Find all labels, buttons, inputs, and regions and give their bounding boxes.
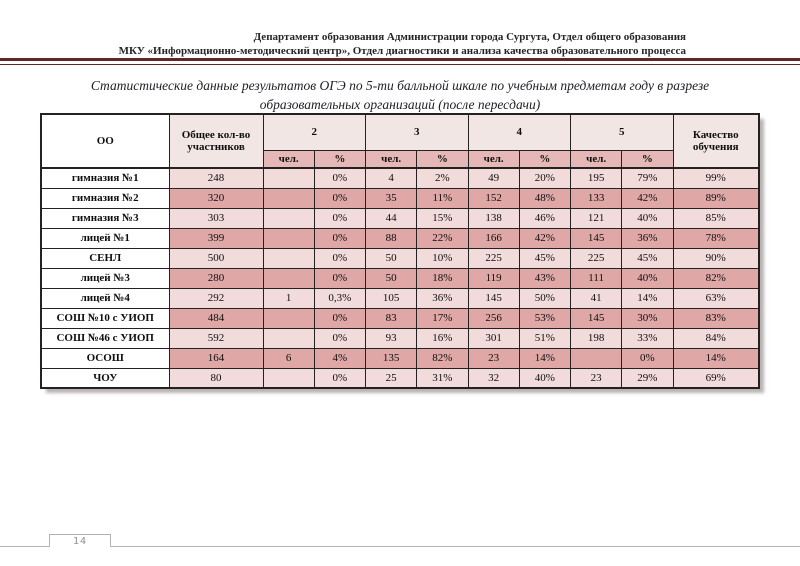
quality-cell: 85% (673, 208, 759, 228)
table-header-row-main (41, 114, 759, 150)
grade5-pct-cell: 29% (622, 368, 673, 388)
slide-title-line2: образовательных организаций (после пересдачи) (259, 96, 541, 112)
grade4-count-cell: 166 (468, 228, 519, 248)
grade5-pct-cell: 42% (622, 188, 673, 208)
grade5-count-cell: 145 (571, 308, 622, 328)
grade5-count-cell (571, 348, 622, 368)
grade3-pct-cell: 15% (417, 208, 468, 228)
grade3-count-cell: 50 (366, 268, 417, 288)
grade2-pct-cell: 0,3% (314, 288, 365, 308)
grade4-pct-cell: 45% (519, 248, 570, 268)
grade4-pct-cell: 48% (519, 188, 570, 208)
grade3-pct-cell: 10% (417, 248, 468, 268)
grade2-pct-cell: 0% (314, 188, 365, 208)
table-body (41, 168, 759, 388)
page-number: 14 (72, 536, 88, 547)
table-row (41, 208, 759, 228)
grade4-pct-cell: 43% (519, 268, 570, 288)
quality-cell: 82% (673, 268, 759, 288)
grade4-pct-cell: 14% (519, 348, 570, 368)
grade3-pct-cell: 36% (417, 288, 468, 308)
total-cell: 320 (169, 188, 263, 208)
grade3-count-cell: 88 (366, 228, 417, 248)
org-header (119, 30, 686, 58)
grade3-count-cell: 93 (366, 328, 417, 348)
grade4-pct-cell: 20% (519, 168, 570, 188)
grade3-count-cell: 50 (366, 248, 417, 268)
grade2-pct-cell: 0% (314, 168, 365, 188)
table-row (41, 348, 759, 368)
grade3-count-cell: 4 (366, 168, 417, 188)
grade3-count-cell: 35 (366, 188, 417, 208)
grade3-pct-cell: 31% (417, 368, 468, 388)
total-cell: 292 (169, 288, 263, 308)
grade5-pct-cell: 36% (622, 228, 673, 248)
grade4-pct-cell: 51% (519, 328, 570, 348)
total-cell: 80 (169, 368, 263, 388)
slide-title-line1: Статистические данные результатов ОГЭ по 5-ти балльной шкале по учебным предметам году в разрезе (90, 78, 710, 93)
total-cell: 280 (169, 268, 263, 288)
quality-cell: 84% (673, 328, 759, 348)
grade3-count-cell: 105 (366, 288, 417, 308)
total-cell: 484 (169, 308, 263, 328)
quality-cell: 69% (673, 368, 759, 388)
quality-cell: 83% (673, 308, 759, 328)
grade2-count-cell (263, 248, 314, 268)
grade5-pct-cell: 79% (622, 168, 673, 188)
grade3-count-cell: 135 (366, 348, 417, 368)
quality-cell: 63% (673, 288, 759, 308)
grade2-count-cell (263, 168, 314, 188)
col-header-grade-3: 3 (366, 114, 469, 150)
grade2-count-cell (263, 368, 314, 388)
grade4-pct-cell: 42% (519, 228, 570, 248)
grade4-pct-cell: 46% (519, 208, 570, 228)
grade3-count-cell: 83 (366, 308, 417, 328)
grade2-count-cell (263, 208, 314, 228)
org-name-cell: СОШ №10 с УИОП (41, 308, 169, 328)
table-row (41, 228, 759, 248)
org-header-line2: МКУ «Информационно-методический центр», Отдел диагностики и анализа качества образовательного процесса (118, 45, 686, 57)
grade2-pct-cell: 0% (314, 248, 365, 268)
grade5-pct-cell: 40% (622, 208, 673, 228)
org-name-cell: гимназия №2 (41, 188, 169, 208)
grade5-pct-cell: 30% (622, 308, 673, 328)
subcol-grade5-count: чел. (571, 150, 622, 168)
table-row (41, 248, 759, 268)
grade3-pct-cell: 11% (417, 188, 468, 208)
grade4-count-cell: 49 (468, 168, 519, 188)
subcol-grade2-count: чел. (263, 150, 314, 168)
org-name-cell: гимназия №3 (41, 208, 169, 228)
grade5-count-cell: 133 (571, 188, 622, 208)
subcol-grade3-percent: % (417, 150, 468, 168)
subcol-grade5-percent: % (622, 150, 673, 168)
grade5-count-cell: 195 (571, 168, 622, 188)
grade5-count-cell: 41 (571, 288, 622, 308)
grade4-pct-cell: 50% (519, 288, 570, 308)
grade2-pct-cell: 0% (314, 308, 365, 328)
col-header-quality: Качество обучения (673, 114, 759, 168)
grade4-count-cell: 23 (468, 348, 519, 368)
col-header-grade-2: 2 (263, 114, 366, 150)
grade2-count-cell (263, 308, 314, 328)
results-table (40, 113, 760, 389)
table-row (41, 308, 759, 328)
grade5-count-cell: 121 (571, 208, 622, 228)
org-name-cell: лицей №1 (41, 228, 169, 248)
grade5-pct-cell: 45% (622, 248, 673, 268)
total-cell: 303 (169, 208, 263, 228)
table-row (41, 368, 759, 388)
grade3-pct-cell: 16% (417, 328, 468, 348)
grade4-count-cell: 225 (468, 248, 519, 268)
grade3-pct-cell: 22% (417, 228, 468, 248)
slide-title (0, 77, 800, 114)
grade4-pct-cell: 53% (519, 308, 570, 328)
grade2-count-cell (263, 228, 314, 248)
total-cell: 500 (169, 248, 263, 268)
quality-cell: 89% (673, 188, 759, 208)
grade4-count-cell: 301 (468, 328, 519, 348)
grade2-count-cell (263, 268, 314, 288)
org-name-cell: ОСОШ (41, 348, 169, 368)
grade5-pct-cell: 0% (622, 348, 673, 368)
col-header-grade-4: 4 (468, 114, 571, 150)
org-name-cell: лицей №4 (41, 288, 169, 308)
table-row (41, 288, 759, 308)
grade5-pct-cell: 14% (622, 288, 673, 308)
total-cell: 399 (169, 228, 263, 248)
grade2-pct-cell: 0% (314, 368, 365, 388)
grade2-pct-cell: 0% (314, 328, 365, 348)
org-name-cell: СОШ №46 с УИОП (41, 328, 169, 348)
table-header (41, 114, 759, 168)
table-row (41, 328, 759, 348)
col-header-org: ОО (41, 114, 169, 168)
grade5-pct-cell: 33% (622, 328, 673, 348)
grade5-count-cell: 111 (571, 268, 622, 288)
grade2-pct-cell: 0% (314, 228, 365, 248)
total-cell: 164 (169, 348, 263, 368)
total-cell: 592 (169, 328, 263, 348)
quality-cell: 90% (673, 248, 759, 268)
subcol-grade2-percent: % (314, 150, 365, 168)
footer-line-right (111, 546, 800, 547)
table-row (41, 188, 759, 208)
table-row (41, 168, 759, 188)
grade4-count-cell: 119 (468, 268, 519, 288)
grade3-pct-cell: 17% (417, 308, 468, 328)
grade2-count-cell (263, 188, 314, 208)
grade4-count-cell: 256 (468, 308, 519, 328)
grade2-pct-cell: 0% (314, 268, 365, 288)
table-row (41, 268, 759, 288)
subcol-grade4-count: чел. (468, 150, 519, 168)
grade4-count-cell: 145 (468, 288, 519, 308)
grade4-count-cell: 32 (468, 368, 519, 388)
col-header-grade-5: 5 (571, 114, 674, 150)
quality-cell: 14% (673, 348, 759, 368)
grade3-count-cell: 25 (366, 368, 417, 388)
grade4-pct-cell: 40% (519, 368, 570, 388)
grade2-pct-cell: 0% (314, 208, 365, 228)
org-name-cell: лицей №3 (41, 268, 169, 288)
grade5-count-cell: 145 (571, 228, 622, 248)
total-cell: 248 (169, 168, 263, 188)
col-header-total: Общее кол-во участников (169, 114, 263, 168)
subcol-grade3-count: чел. (366, 150, 417, 168)
org-name-cell: гимназия №1 (41, 168, 169, 188)
org-name-cell: СЕНЛ (41, 248, 169, 268)
grade5-count-cell: 198 (571, 328, 622, 348)
grade2-pct-cell: 4% (314, 348, 365, 368)
grade3-pct-cell: 18% (417, 268, 468, 288)
grade4-count-cell: 138 (468, 208, 519, 228)
grade5-pct-cell: 40% (622, 268, 673, 288)
grade2-count-cell: 6 (263, 348, 314, 368)
grade3-pct-cell: 82% (417, 348, 468, 368)
grade3-count-cell: 44 (366, 208, 417, 228)
grade2-count-cell: 1 (263, 288, 314, 308)
quality-cell: 78% (673, 228, 759, 248)
subcol-grade4-percent: % (519, 150, 570, 168)
grade3-pct-cell: 2% (417, 168, 468, 188)
org-name-cell: ЧОУ (41, 368, 169, 388)
grade2-count-cell (263, 328, 314, 348)
grade5-count-cell: 23 (571, 368, 622, 388)
grade4-count-cell: 152 (468, 188, 519, 208)
quality-cell: 99% (673, 168, 759, 188)
footer-line-left (0, 546, 49, 547)
org-header-line1: Департамент образования Администрации города Сургута, Отдел общего образования (253, 31, 686, 43)
maroon-double-rule (0, 58, 800, 65)
page-number-tab (49, 534, 111, 547)
grade5-count-cell: 225 (571, 248, 622, 268)
